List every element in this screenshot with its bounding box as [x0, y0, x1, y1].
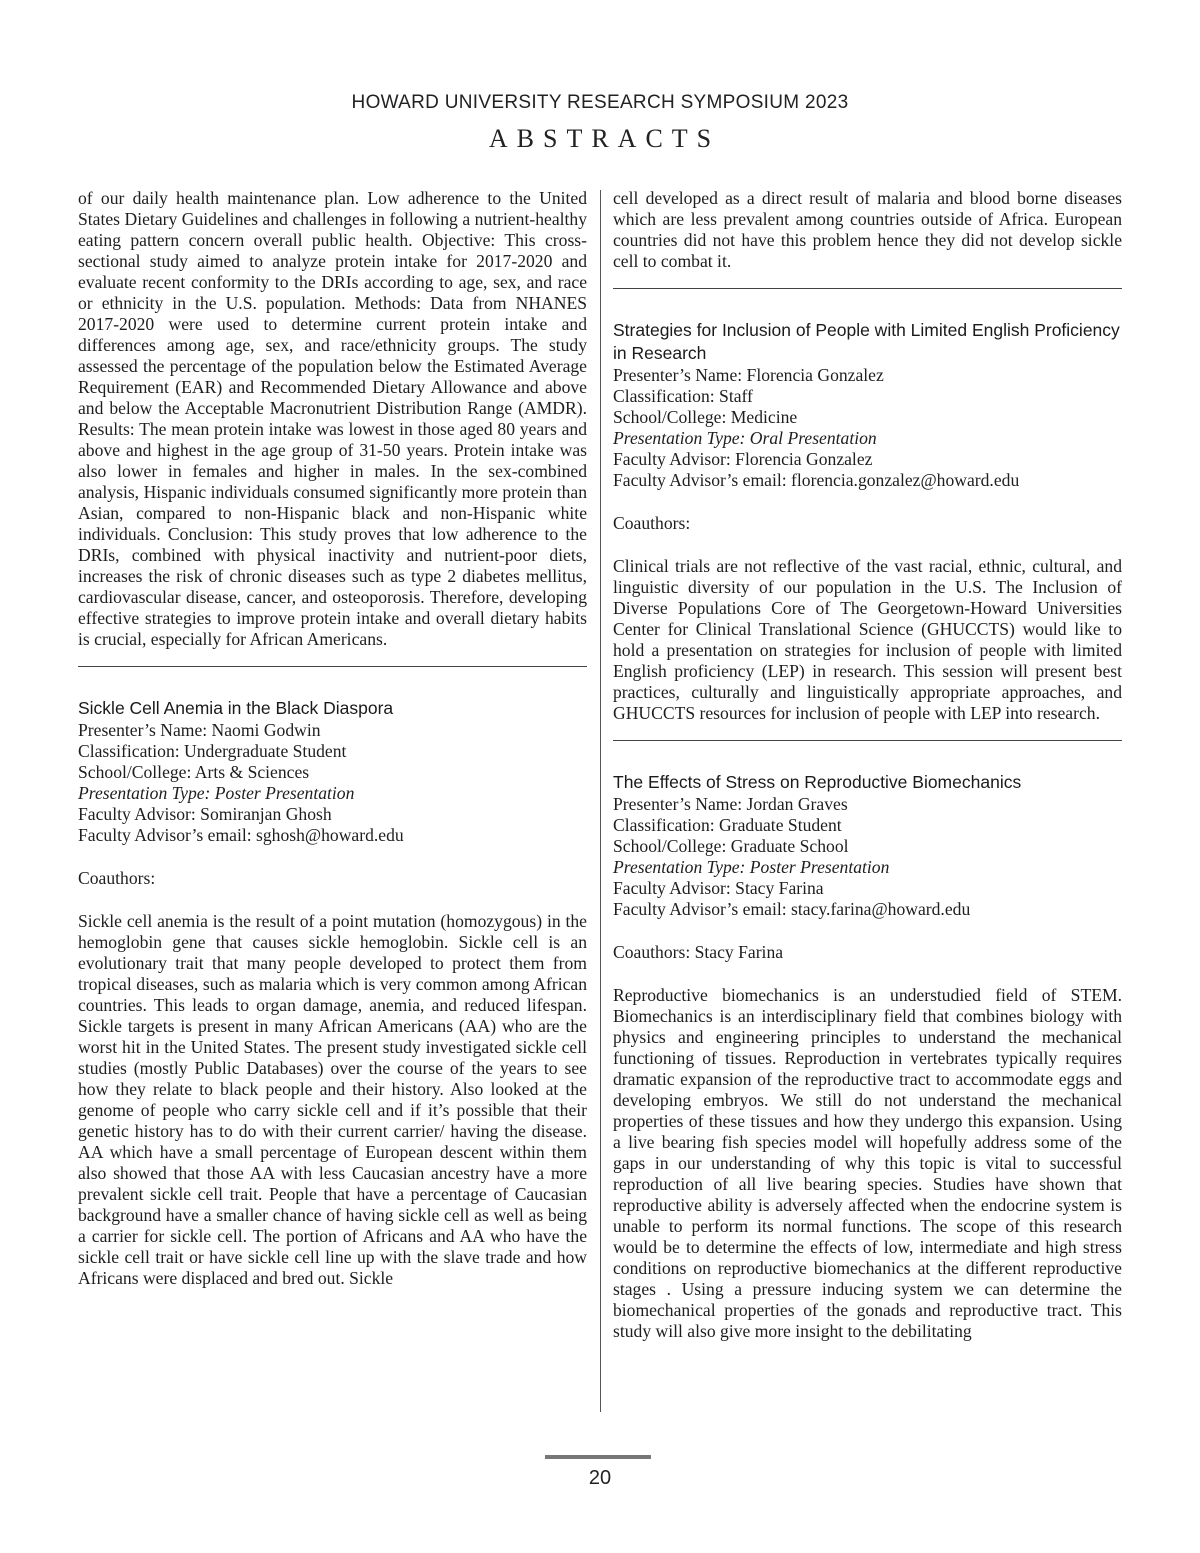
coauthors: Coauthors:	[613, 513, 691, 533]
classification: Classification: Graduate Student	[613, 815, 842, 835]
abstract-divider	[613, 288, 1122, 289]
abstract-metadata	[613, 365, 1122, 491]
presentation-type: Presentation Type: Oral Presentation	[613, 428, 877, 448]
right-column	[613, 188, 1122, 1342]
page-header	[0, 92, 1200, 154]
school-college: School/College: Medicine	[613, 407, 798, 427]
abstract-metadata	[613, 794, 1122, 920]
presenter-name: Presenter’s Name: Florencia Gonzalez	[613, 365, 884, 385]
abstract-body: Clinical trials are not reflective of the vast racial, ethnic, cultural, and linguistic diversity of our population in the U.S. The Inclusion of Diverse Populations Core of The Georgetown-Howard Universities Center for Clinical Translational Science (GHUCCTS) would like to hold a presentation on strategies for inclusion of people with limited English proficiency (LEP) in research. This session will present best practices, culturally and linguistically appropriate approaches, and GHUCCTS resources for inclusion of people with LEP into research.	[613, 556, 1122, 723]
footer-bar	[545, 1455, 651, 1459]
presenter-name: Presenter’s Name: Jordan Graves	[613, 794, 848, 814]
symposium-title: HOWARD UNIVERSITY RESEARCH SYMPOSIUM 2023	[351, 92, 849, 113]
abstract-body: Sickle cell anemia is the result of a point mutation (homozygous) in the hemoglobin gene that causes sickle hemoglobin. Sickle cell is an evolutionary trait that many people developed to protect them from tropical diseases, such as malaria which is very common among African countries. This leads to organ damage, anemia, and reduced lifespan. Sickle targets is present in many African Americans (AA) who are the worst hit in the United States. The present study investigated sickle cell studies (mostly Public Databases) over the course of the years to see how they relate to black people and their history. Also looked at the genome of people who carry sickle cell and if it’s possible that their genetic history has to do with their current carrier/ having the disease. AA which have a small percentage of European descent within them also showed that those AA with less Caucasian ancestry have a more prevalent sickle cell trait. People that have a percentage of Caucasian background have a smaller chance of having sickle cell as well as being a carrier for sickle cell. The portion of Africans and AA who have the sickle cell trait or have sickle cell line up with the slave trade and how Africans were displaced and bred out. Sickle	[78, 911, 587, 1288]
column-divider	[600, 190, 601, 1412]
classification: Classification: Staff	[613, 386, 753, 406]
abstract-body: Reproductive biomechanics is an understudied field of STEM. Biomechanics is an interdisciplinary field that combines biology with physics and engineering principles to understand the mechanical functioning of tissues. Reproduction in vertebrates typically requires dramatic expansion of the reproductive tract to accommodate eggs and developing embryos. We still do not understand the mechanical properties of these tissues and how they undergo this expansion. Using a live bearing fish species model will hopefully address some of the gaps in our understanding of why this topic is vital to successful reproduction of all live bearing species. Studies have shown that reproductive ability is adversely affected when the endocrine system is unable to perform its normal functions. The scope of this research would be to determine the effects of low, intermediate and high stress conditions on reproductive biomechanics at the different reproductive stages . Using a pressure inducing system we can determine the biomechanical properties of the gonads and reproductive tract. This study will also give more insight to the debilitating	[613, 985, 1122, 1341]
abstract-entry	[613, 771, 1122, 1342]
faculty-advisor-email: Faculty Advisor’s email: sghosh@howard.edu	[78, 825, 404, 845]
faculty-advisor-email: Faculty Advisor’s email: florencia.gonzalez@howard.edu	[613, 470, 1020, 490]
presenter-name: Presenter’s Name: Naomi Godwin	[78, 720, 321, 740]
continued-abstract-text: cell developed as a direct result of malaria and blood borne diseases which are less prevalent among countries outside of Africa. European countries did not have this problem hence they did not develop sickle cell to combat it.	[613, 188, 1122, 271]
coauthors: Coauthors:	[78, 868, 156, 888]
abstract-divider	[78, 666, 587, 667]
presentation-type: Presentation Type: Poster Presentation	[613, 857, 890, 877]
abstract-metadata	[78, 720, 587, 846]
school-college: School/College: Graduate School	[613, 836, 849, 856]
faculty-advisor: Faculty Advisor: Florencia Gonzalez	[613, 449, 873, 469]
abstract-divider	[613, 740, 1122, 741]
abstract-entry	[613, 319, 1122, 724]
school-college: School/College: Arts & Sciences	[78, 762, 310, 782]
abstract-title: Strategies for Inclusion of People with Limited English Proficiency in Research	[613, 320, 1120, 363]
classification: Classification: Undergraduate Student	[78, 741, 347, 761]
section-title: ABSTRACTS	[488, 124, 721, 153]
abstract-title: Sickle Cell Anemia in the Black Diaspora	[78, 698, 394, 718]
page-number: 20	[588, 1467, 612, 1489]
faculty-advisor: Faculty Advisor: Stacy Farina	[613, 878, 824, 898]
faculty-advisor: Faculty Advisor: Somiranjan Ghosh	[78, 804, 332, 824]
presentation-type: Presentation Type: Poster Presentation	[78, 783, 355, 803]
continued-abstract-text: of our daily health maintenance plan. Low adherence to the United States Dietary Guidelines and challenges in following a nutrient-healthy eating pattern concern overall public health. Objective: This cross-sectional study aimed to analyze protein intake for 2017-2020 and evaluate recent conformity to the DRIs according to age, sex, and race or ethnicity in the U.S. population. Methods: Data from NHANES 2017-2020 were used to determine current protein intake and differences among age, sex, and race/ethnicity groups. The study assessed the percentage of the population below the Estimated Average Requirement (EAR) and Recommended Dietary Allowance and above and below the Acceptable Macronutrient Distribution Range (AMDR). Results: The mean protein intake was lowest in those aged 80 years and above and highest in the age group of 31-50 years. Protein intake was also lower in females and higher in males. In the sex-combined analysis, Hispanic individuals consumed significantly more protein than Asian, compared to non-Hispanic black and non-Hispanic white individuals. Conclusion: This study proves that low adherence to the DRIs, combined with physical inactivity and nutrient-poor diets, increases the risk of chronic diseases such as type 2 diabetes mellitus, cardiovascular disease, cancer, and osteoporosis. Therefore, developing effective strategies to improve protein intake and overall dietary habits is crucial, especially for African Americans.	[78, 188, 587, 649]
abstract-entry	[78, 697, 587, 1289]
abstract-title: The Effects of Stress on Reproductive Biomechanics	[613, 772, 1022, 792]
faculty-advisor-email: Faculty Advisor’s email: stacy.farina@howard.edu	[613, 899, 971, 919]
left-column	[78, 188, 587, 1289]
coauthors: Coauthors: Stacy Farina	[613, 942, 784, 962]
